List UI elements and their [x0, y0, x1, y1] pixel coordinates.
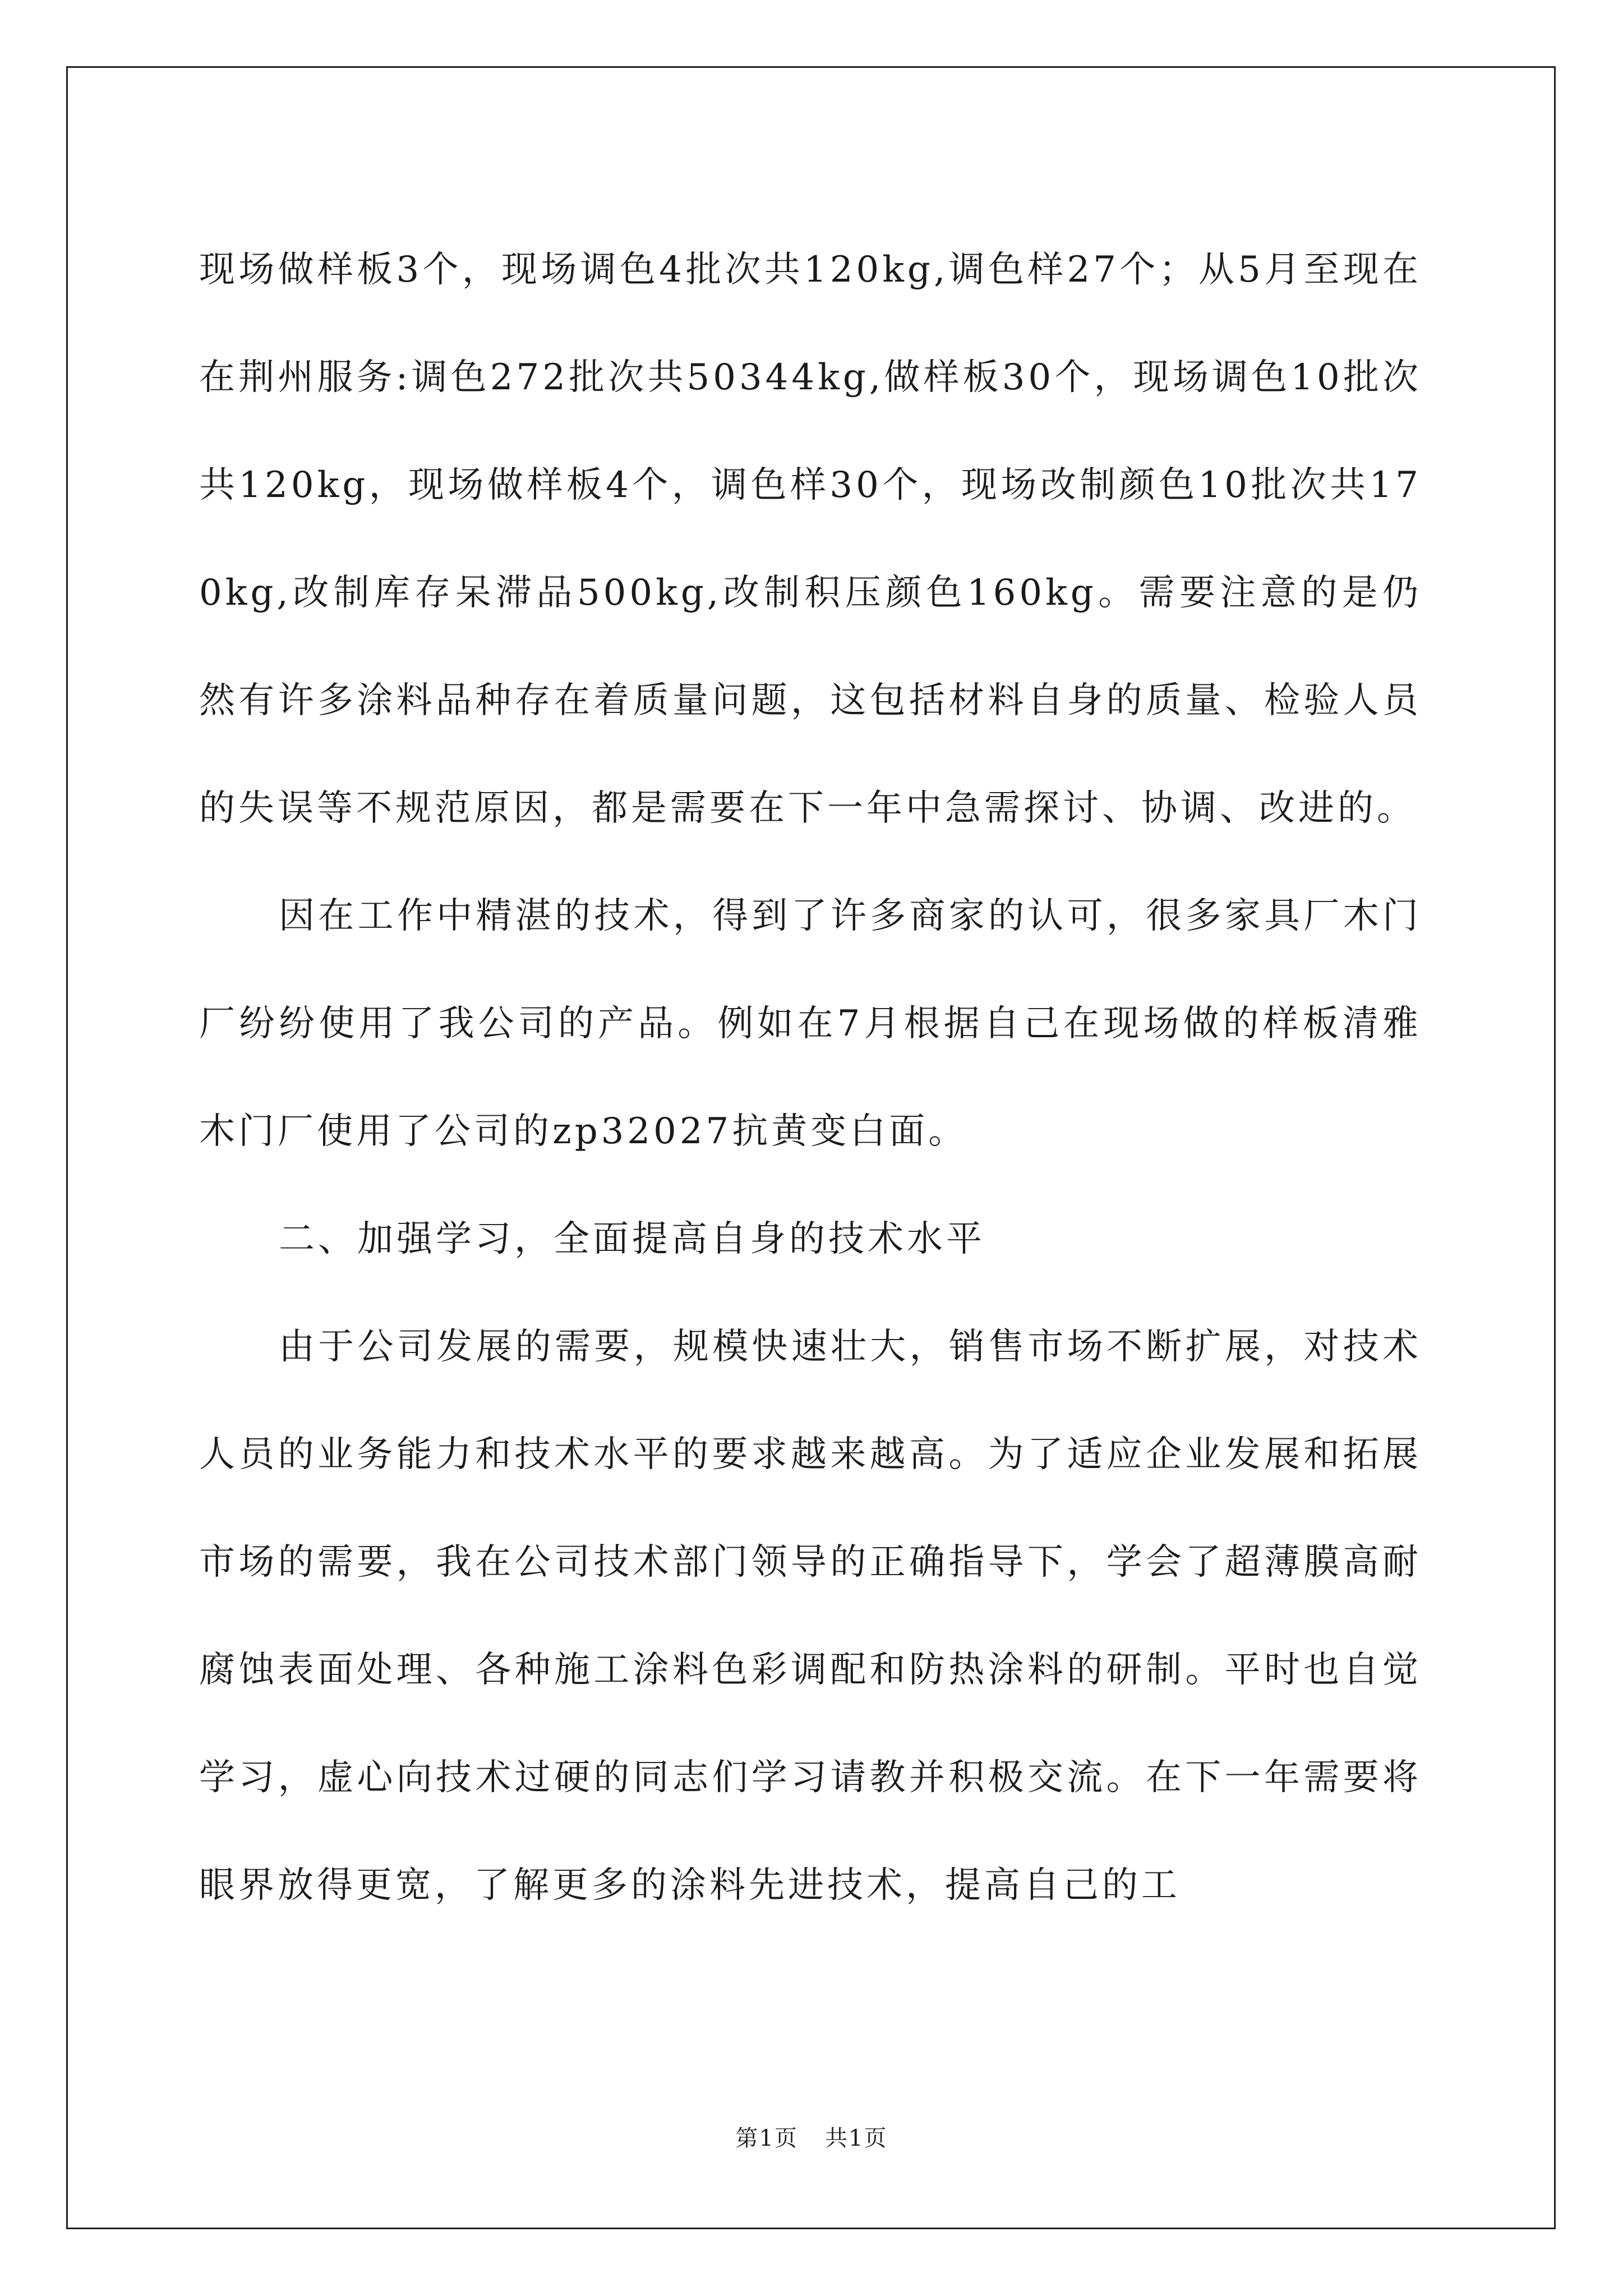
paragraph-customer-recognition: 因在工作中精湛的技术，得到了许多商家的认可，很多家具厂木门厂纷纷使用了我公司的产品。例如在7月根据自己在现场做的样板清雅木门厂使用了公司的zp32027抗黄变白面。 [199, 895, 1422, 1152]
section-heading: 二、加强学习，全面提高自身的技术水平 [279, 1218, 985, 1260]
paragraph-learning: 由于公司发展的需要，规模快速壮大，销售市场不断扩展，对技术人员的业务能力和技术水平的要求越来越高。为了适应企业发展和拓展市场的需要，我在公司技术部门领导的正确指导下，学会了超薄膜高耐腐蚀表面处理、各种施工涂料色彩调配和防热涂料的研制。平时也自觉学习，虚心向技术过硬的同志们学习请教并积极交流。在下一年需要将眼界放得更宽，了解更多的涂料先进技术，提高自己的工 [199, 1326, 1422, 1906]
document-body [199, 216, 1422, 1939]
page-number: 第1页 [735, 2125, 798, 2151]
paragraph-work-summary: 现场做样板3个，现场调色4批次共120kg,调色样27个；从5月至现在在荆州服务:调色272批次共50344kg,做样板30个，现场调色10批次共120kg，现场做样板4个，调色样30个，现场改制颜色10批次共170kg,改制库存呆滞品500kg,改制积压颜色160kg。需要注意的是仍然有许多涂料品种存在着质量问题，这包括材料自身的质量、检验人员的失误等不规范原因，都是需要在下一年中急需探讨、协调、改进的。 [199, 249, 1422, 829]
page-total: 共1页 [825, 2125, 888, 2151]
page-footer [0, 2120, 1623, 2152]
